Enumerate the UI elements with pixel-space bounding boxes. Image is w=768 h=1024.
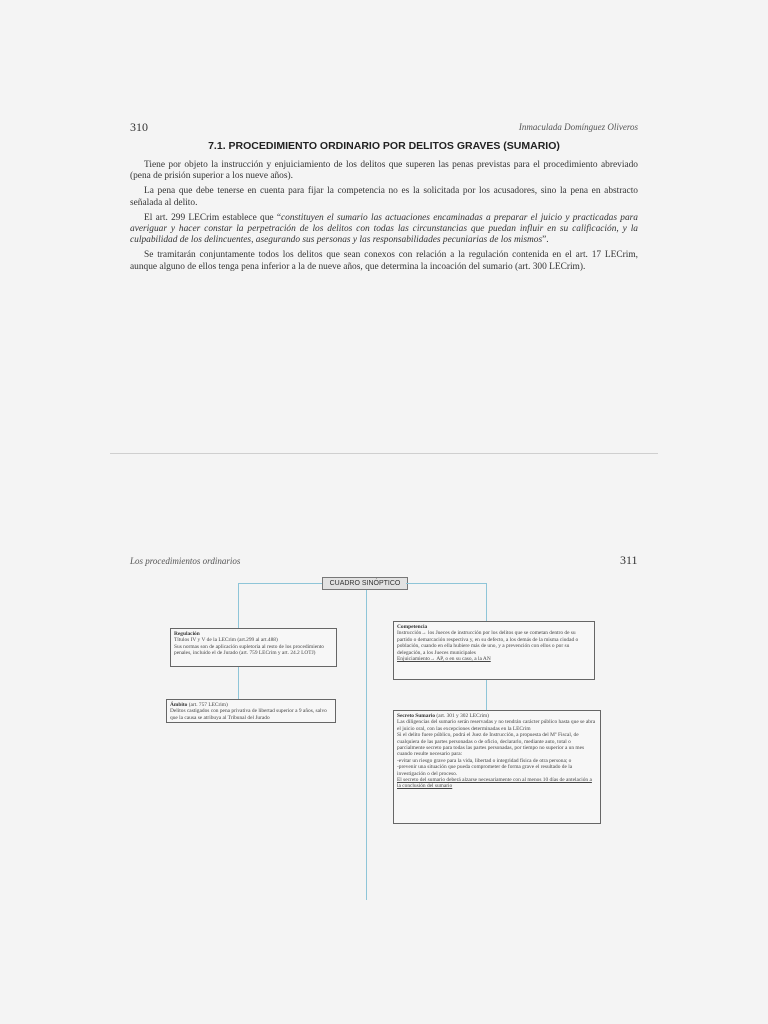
- connector-left-mid: [238, 667, 239, 699]
- competencia-line-1: Instrucción→ los Jueces de instrucción por los delitos que se cometan dentro de su partido o demarcación respectiva y, en su defecto, a los demás de la misma ciudad o población, cuando en ella hubiere más de uno, y a prevención con ellos o por su delegación, a los Jueces municipales: [397, 630, 579, 656]
- paragraph-4: Se tramitarán conjuntamente todos los delitos que sean conexos con relación a la regulación contenida en el art. 17 LECrim, aunque alguno de ellos tenga pena inferior a la de nueve años, que determina la incoación del sumario (art. 300 LECrim).: [130, 250, 638, 272]
- competencia-title: Competencia: [397, 624, 428, 630]
- page-divider: [110, 453, 658, 454]
- competencia-line-2: Enjuiciamiento→ AP, o en su caso, a la AN: [397, 656, 491, 663]
- connector-top-right: [406, 583, 486, 584]
- box-competencia: [393, 621, 595, 680]
- section-title: 7.1. PROCEDIMIENTO ORDINARIO POR DELITOS GRAVES (SUMARIO): [208, 140, 560, 152]
- p3-end: ”.: [542, 235, 549, 246]
- secreto-line-4: -prevenir una situación que pueda comprometer de forma grave el resultado de la investigación o del proceso.: [397, 764, 573, 777]
- secreto-title: Secreto Sumario: [397, 713, 436, 719]
- secreto-line-5: El secreto del sumario deberá alzarse necesariamente con al menos 10 días de antelación a la conclusión del sumario: [397, 777, 592, 790]
- ambito-title-suffix: (art. 757 LECrim): [187, 702, 228, 708]
- ambito-title: Ámbito: [170, 702, 188, 708]
- page-number-311: 311: [620, 553, 638, 567]
- p3-start: El art. 299 LECrim establece que “: [144, 212, 281, 223]
- connector-right-drop: [486, 583, 487, 621]
- box-secreto-sumario: [393, 710, 601, 824]
- connector-center-trunk: [366, 590, 367, 900]
- paragraph-3: [130, 213, 638, 247]
- secreto-title-suffix: (art. 301 y 302 LECrim): [435, 713, 489, 719]
- running-head-chapter: Los procedimientos ordinarios: [130, 556, 241, 566]
- ambito-line-1: Delitos castigados con pena privativa de libertad superior a 9 años, salvo que la causa se atribuya al Tribunal del Jurado: [170, 708, 327, 721]
- paragraph-2: La pena que debe tenerse en cuenta para fijar la competencia no es la solicitada por los acusadores, sino la pena en abstracto señalada al delito.: [130, 186, 638, 208]
- running-head-author: Inmaculada Domínguez Oliveros: [518, 122, 638, 132]
- secreto-line-1: Las diligencias del sumario serán reservadas y no tendrán carácter público hasta que se abra el juicio oral, con las excepciones determinadas en la LECrim: [397, 719, 596, 732]
- paragraph-1: Tiene por objeto la instrucción y enjuiciamiento de los delitos que superen las penas previstas para el procedimiento abreviado (pena de prisión superior a los nueve años).: [130, 160, 638, 182]
- secreto-line-3: -evitar un riesgo grave para la vida, libertad o integridad física de otra persona; o: [397, 757, 572, 764]
- connector-left-drop: [238, 583, 239, 628]
- chart-title: CUADRO SINÓPTICO: [322, 577, 408, 590]
- body-text: [130, 160, 638, 277]
- p3-quote: constituyen el sumario las actuaciones encaminadas a preparar el juicio y practicadas para averiguar y hacer constar la perpetración de los delitos con todas las circunstancias que puedan influir en su calificación, y la culpabilidad de los delincuentes, asegurando sus personas y las responsabilidades pecuniarias de los mismos: [130, 212, 638, 246]
- regulacion-title: Regulación: [174, 631, 200, 637]
- regulacion-line-2: Sus normas son de aplicación supletoria al resto de los procedimiento penales, incluido el de Jurado (art. 759 LECrim y art. 24.2 LOTJ): [174, 643, 325, 657]
- box-regulacion: [170, 628, 337, 667]
- box-ambito: [166, 699, 336, 723]
- connector-top-left: [238, 583, 322, 584]
- secreto-line-2: Si el delito fuere público, podrá el Juez de Instrucción, a propuesta del Mº Fiscal, de cualquiera de las partes personadas o de oficio, declararlo, mediante auto, total o parcialmente secreto para todas las partes personadas, por tiempo no superior a un mes cuando resulte necesario para:: [397, 732, 585, 758]
- page-number-310: 310: [130, 120, 148, 134]
- connector-right-mid: [486, 680, 487, 710]
- regulacion-line-1: Títulos IV y V de la LECrim (art.299 al art.488): [174, 637, 278, 644]
